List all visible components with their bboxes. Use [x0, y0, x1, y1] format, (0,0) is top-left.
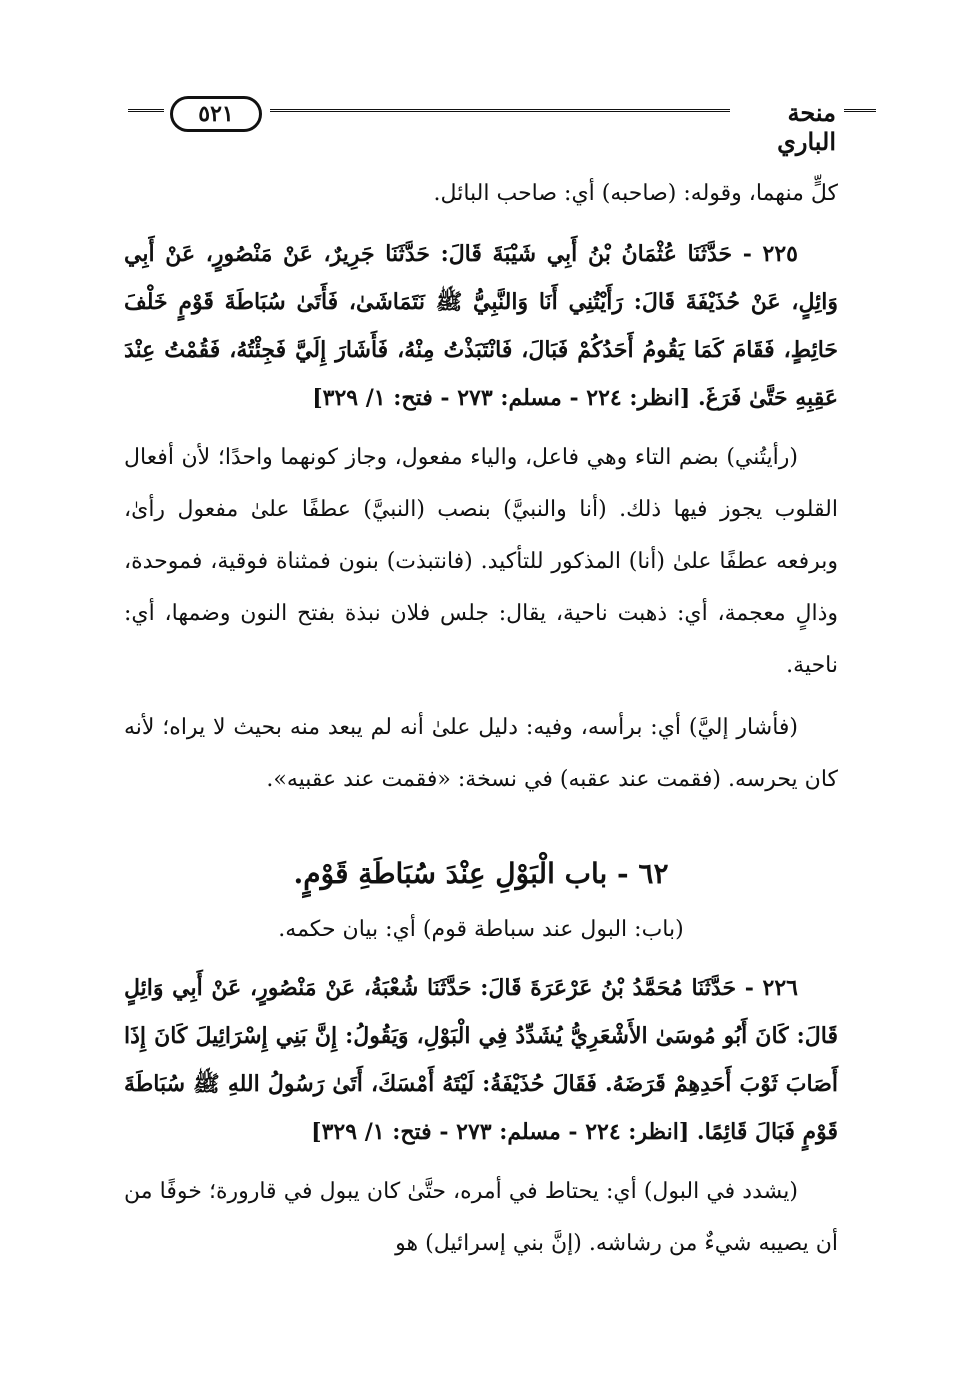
header-rule-right: [844, 109, 876, 115]
page-number: ٥٢١: [198, 101, 234, 127]
commentary-paragraph: (فأشار إليَّ) أي: برأسه، وفيه: دليل علىٰ أنه لم يبعد منه بحيث لا يراه؛ لأنه كان يحرسه. (فقمت عند عقبه) في نسخة: «فقمت عند عقبيه».: [124, 715, 838, 792]
chapter-heading: ٦٢ - باب الْبَوْلِ عِنْدَ سُبَاطَةِ قَوْمٍ.: [293, 857, 669, 890]
chapter-commentary: (باب: البول عند سباطة قوم) أي: بيان حكمه.: [278, 917, 684, 942]
header-rule-left: [128, 109, 164, 115]
commentary-paragraph: (رأيتُني) بضم التاء وهي فاعل، والياء مفعول، وجاز كونهما واحدًا؛ لأن أفعال القلوب يجوز فيها ذلك. (أنا والنبيَّ) بنصب (النبيَّ) عطفًا علىٰ مفعول رأىٰ، وبرفعه عطفًا علىٰ (أنا) المذكور للتأكيد. (فانتبذت) بنون فمثناة فوقية، فموحدة، وذالٍ معجمة، أي: ذهبت ناحية، يقال: جلس فلان نبذة بفتح النون وضمها، أي: ناحية.: [124, 445, 838, 678]
hadith-226: ٢٢٦ - حَدَّثَنَا مُحَمَّدُ بْنُ عَرْعَرَةَ قَالَ: حَدَّثَنَا شُعْبَةُ، عَنْ مَنْصُورٍ، عَنْ أَبِي وَائِلٍ قَالَ: كَانَ أَبُو مُوسَىٰ الأَشْعَرِيُّ يُشَدِّدُ فِي الْبَوْلِ، وَيَقُولُ: إِنَّ بَنِي إِسْرَائِيلَ كَانَ إِذَا أَصَابَ ثَوْبَ أَحَدِهِمْ قَرَضَهُ. فَقَالَ حُذَيْفَةُ: لَيْتَهُ أَمْسَكَ، أَتَىٰ رَسُولُ اللهِ ﷺ سُبَاطَةَ قَوْمٍ فَبَالَ قَائِمًا. [انظر: ٢٢٤ - مسلم: ٢٧٣ - فتح: ١/ ٣٢٩]: [124, 975, 838, 1145]
book-title: منحة الباري: [777, 98, 836, 156]
page-header: [128, 96, 836, 156]
page-number-badge: [170, 96, 262, 132]
hadith-225: ٢٢٥ - حَدَّثَنَا عُثْمَانُ بْنُ أَبِي شَيْبَةَ قَالَ: حَدَّثَنَا جَرِيرٌ، عَنْ مَنْصُورٍ، عَنْ أَبِي وَائِلٍ، عَنْ حُذَيْفَةَ قَالَ: رَأَيْتُنِي أَنَا وَالنَّبِيُّ ﷺ نَتَمَاشَىٰ، فَأَتَىٰ سُبَاطَةَ قَوْمٍ خَلْفَ حَائِطٍ، فَقَامَ كَمَا يَقُومُ أَحَدُكُمْ فَبَالَ، فَانْتَبَذْتُ مِنْهُ، فَأَشَارَ إِلَيَّ فَجِئْتُهُ، فَقُمْتُ عِنْدَ عَقِبِهِ حَتَّىٰ فَرَغَ. [انظر: ٢٢٤ - مسلم: ٢٧٣ - فتح: ١/ ٣٢٩]: [124, 241, 838, 411]
header-rule-middle: [270, 109, 730, 115]
commentary-paragraph: (يشدد في البول) أي: يحتاط في أمره، حتَّىٰ كان يبول في قارورة؛ خوفًا من أن يصيبه شيءٌ من رشاشه. (إنَّ بني إسرائيل) هو: [124, 1179, 838, 1256]
page-body: [124, 168, 838, 1270]
commentary-paragraph: كلٍّ منهما، وقوله: (صاحبه) أي: صاحب البائل.: [433, 181, 838, 206]
